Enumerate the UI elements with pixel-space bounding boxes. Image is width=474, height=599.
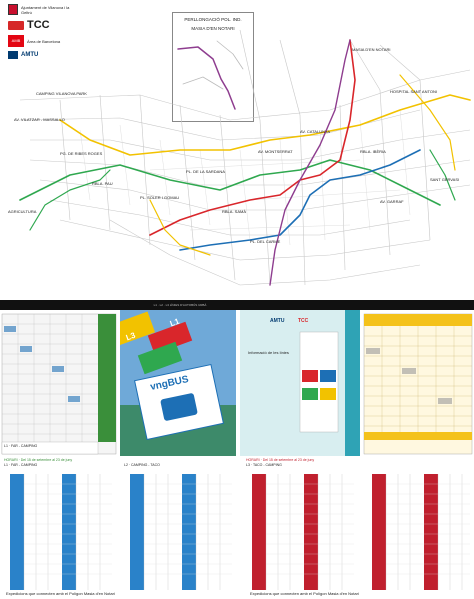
schedule-bottom-right-b-grid [362,468,474,596]
route-red-line [150,40,355,235]
schedule-bottom-left-header: HORARI · Del 15 de setembre al 23 de juny [4,458,73,462]
label-av-garraf: AV. GARRAF [380,199,404,204]
schedule-bottom-right-title: L3 · TACO - CAMPING [246,463,282,467]
schedule-bottom-left [0,456,118,599]
fold-band-text: L1 · L2 · L3 LÍNIES D'AUTOBÚS URBÀ [153,303,207,307]
amtu-label: AMTU [21,52,39,58]
schedule-top-left-grid [0,310,118,456]
minor-streets [80,110,410,245]
ajuntament-label: Ajuntament de Vilanova i la Geltrú [21,4,70,15]
label-rbla-iberia: RBLA. IBÈRIA [360,149,386,154]
label-pl-soler: PL. SOLER I GOMAU [140,195,180,200]
route-green-east [430,150,455,200]
amb-mark-icon: AMB [8,35,24,47]
inset-title-line2: MASIA D'EN NOTARI [191,26,235,31]
label-rbla-sama: RBLA. SAMÀ [222,209,247,214]
label-masia-notari: MASIA D'EN NOTARI [352,47,391,52]
schedule-bottom-right-b [362,456,474,599]
route-green-branch [30,170,110,230]
schedule-top-left [0,310,118,456]
street-grid [20,30,470,285]
schedule-footnote-left: Expedicions que connecten amb el Polígon Masia d'en Notari [6,591,115,596]
schedule-bottom-mid-grid [120,468,238,596]
schedule-footnote-right: Expedicions que connecten amb el Polígon Masia d'en Notari [250,591,359,596]
promo-l3-label: L3 [124,330,137,343]
brochure-heading: Informació de les línies [248,350,289,355]
brochure-amtu-label: AMTU [270,318,285,324]
amb-label: Àrea de Barcelona [27,38,61,44]
brochure-graphic [240,310,360,456]
schedule-green-header [98,314,116,442]
label-av-vilatzar: AV. VILATZAR - MASSALLO [14,117,65,122]
label-camping: CAMPING VILANOVA PARK [36,91,87,96]
schedule-top-right-grid [362,310,474,456]
route-yellow-line [60,95,470,155]
label-av-catalunya: AV. CATALUNYA [300,129,331,134]
schedule-bottom-right-a-grid [242,468,360,596]
label-pg-ribes-roges: PG. DE RIBES ROGES [60,151,103,156]
label-pl-carme: PL. DEL CARME [250,239,281,244]
brochure-tcc-label: TCC [298,318,309,324]
label-agricultura: AGRICULTURA [8,209,37,214]
tcc-label: TCC [27,19,50,31]
schedule-top-left-title: L1 · FAR - CAMPING [4,444,38,448]
schedule-bottom-right-a [242,456,360,599]
promo-panel [120,310,236,456]
schedule-bottom-left-grid [0,468,118,596]
promo-brand-label: vngBUS [149,374,190,393]
label-sant-gervasi: SANT GERVASI [430,177,460,182]
inset-title-line1: PERLLONGACIÓ POL. IND. [184,17,242,22]
schedule-yellow-header [364,314,472,326]
schedule-top-right [362,310,474,456]
schedule-bottom-right-header: HORARI · Del 15 de setembre al 23 de juny [246,458,315,462]
label-rbla-pau: RBLA. PAU [92,181,113,186]
schedule-bottom-mid-title: L2 · CAMPING - TACO [124,463,160,467]
schedule-bottom-left-title: L1 · FAR - CAMPING [4,463,38,467]
label-hospital: HOSPITAL SANT ANTONI [390,89,437,94]
brochure-panel [240,310,360,456]
schedule-bottom-mid [120,456,238,599]
label-pl-sardana: PL. DE LA SARDANA [186,169,225,174]
label-av-montserrat: AV. MONTSERRAT [258,149,293,154]
promo-l1-label: L1 [168,316,181,329]
